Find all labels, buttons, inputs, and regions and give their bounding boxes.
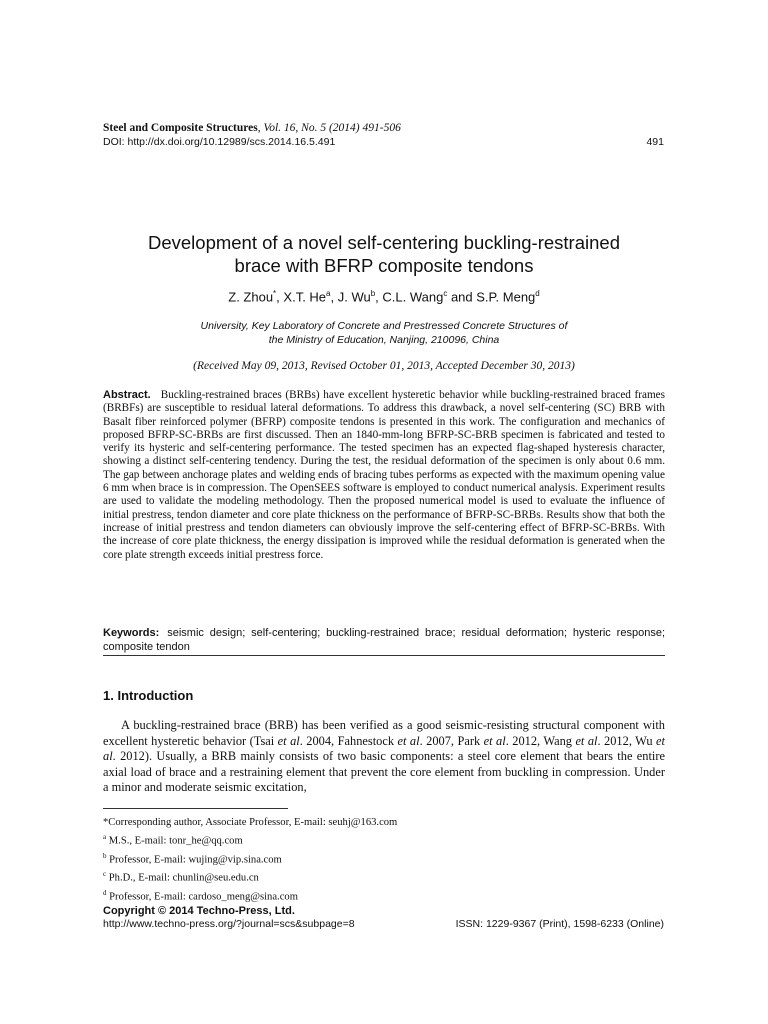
keywords (103, 626, 665, 654)
abstract-text: Buckling-restrained braces (BRBs) have excellent hysteretic behavior while buckling-restrained braced frames (BRBFs) are susceptible to residual lateral deformations. To address this drawback, a novel self-centering (SC) BRB with Basalt fiber reinforced polymer (BFRP) composite tendons is presented in this work. The configuration and mechanics of proposed BFRP-SC-BRBs are first discussed. Then an 1840-mm-long BFRP-SC-BRB specimen is fabricated and tested to verify its hysteric and self-centering performance. The tested specimen has an expected flag-shaped hysteresis character, showing a distinct self-centering tendency. During the test, the residual deformation of the specimen is only about 0.6 mm. The gap between anchorage plates and welding ends of bracing tubes performs as expected with the maximum opening value 6 mm when brace is in compression. The OpenSEES software is employed to conduct numerical analysis. Experiment results are used to validate the modeling methodology. Then the proposed numerical model is used to evaluate the influence of initial prestress, tendon diameter and core plate thickness on the performance of BFRP-SC-BRBs. Results show that both the increase of initial prestress and tendon diameters can obviously improve the self-centering effect of BFRP-SC-BRBs. With the increase of core plate thickness, the energy dissipation is improved while the residual deformation is generated when the core plate strength exceeds initial prestress force. (103, 389, 665, 561)
title-line-2: brace with BFRP composite tendons (234, 255, 534, 276)
issn: ISSN: 1229-9367 (Print), 1598-6233 (Online) (455, 918, 664, 930)
footnote: $^b$ Professor, E-mail: wujing@vip.sina.com (103, 851, 282, 866)
author-mark: b (370, 289, 376, 298)
journal-name: Steel and Composite Structures (103, 122, 258, 134)
footnote: $^c$ Ph.D., E-mail: chunlin@seu.edu.cn (103, 870, 259, 884)
keywords-label: Keywords: (103, 627, 160, 639)
page-number: 491 (646, 136, 664, 148)
intro-paragraph: A buckling-restrained brace (BRB) has been verified as a good seismic-resisting structural component with excellent hysteretic behavior (Tsai et al. 2004, Fahnestock et al. 2007, Park et al. 2012, Wang et al. 2012, Wu et al. 2012). Usually, a BRB mainly consists of two basic components: a steel core element that bears the entire axial load of brace and a restraining element that prevent the core element from buckling in compression. Under a minor and moderate seismic excitation, (103, 718, 665, 794)
title-line-1: Development of a novel self-centering buckling-restrained (147, 232, 620, 253)
author-mark: * (273, 289, 277, 298)
section-heading: 1. Introduction (103, 688, 194, 703)
author-name: S.P. Meng (476, 289, 536, 305)
author-name: X.T. He (283, 289, 327, 305)
author-name: Z. Zhou (228, 289, 274, 305)
author-name: J. Wu (337, 289, 371, 305)
author-mark: d (535, 289, 540, 298)
copyright: Copyright © 2014 Techno-Press, Ltd. (103, 905, 295, 917)
abstract (103, 389, 665, 562)
author-name: C.L. Wang (382, 289, 444, 305)
footnote: *Corresponding author, Associate Professor, E-mail: seuhj@163.com (103, 817, 398, 828)
author-mark: c (443, 289, 448, 298)
footnotes (103, 816, 397, 904)
received-dates: (Received May 09, 2013, Revised October 01, 2013, Accepted December 30, 2013) (193, 360, 575, 372)
affiliation: University, Key Laboratory of Concrete and Prestressed Concrete Structures of the Ministry of Education, Nanjing, 210096, China (200, 320, 568, 346)
abstract-label: Abstract. (103, 389, 151, 401)
divider (103, 655, 665, 656)
volume-info: Vol. 16, No. 5 (2014) 491-506 (263, 122, 401, 134)
keywords-text: seismic design; self-centering; buckling-restrained brace; residual deformation; hysteric response; composite tendon (103, 627, 665, 653)
footnote: $^d$ Professor, E-mail: cardoso_meng@sina.com (103, 888, 298, 903)
footnote: $^a$ M.S., E-mail: tonr_he@qq.com (103, 833, 243, 847)
journal-url[interactable]: http://www.techno-press.org/?journal=scs&subpage=8 (103, 918, 355, 930)
paper-title (103, 231, 665, 277)
author-mark: a (326, 289, 331, 298)
author-list: Z. Zhou*, X.T. He$^a$, J. Wu$^b$, C.L. Wang$^c$ and S.P. Meng$^d$ (228, 289, 540, 305)
footnote-divider (103, 808, 288, 809)
doi-line: DOI: http://dx.doi.org/10.12989/scs.2014.16.5.491 (103, 136, 336, 148)
journal-citation: Steel and Composite Structures, Vol. 16, No. 5 (2014) 491-506 (103, 122, 401, 134)
